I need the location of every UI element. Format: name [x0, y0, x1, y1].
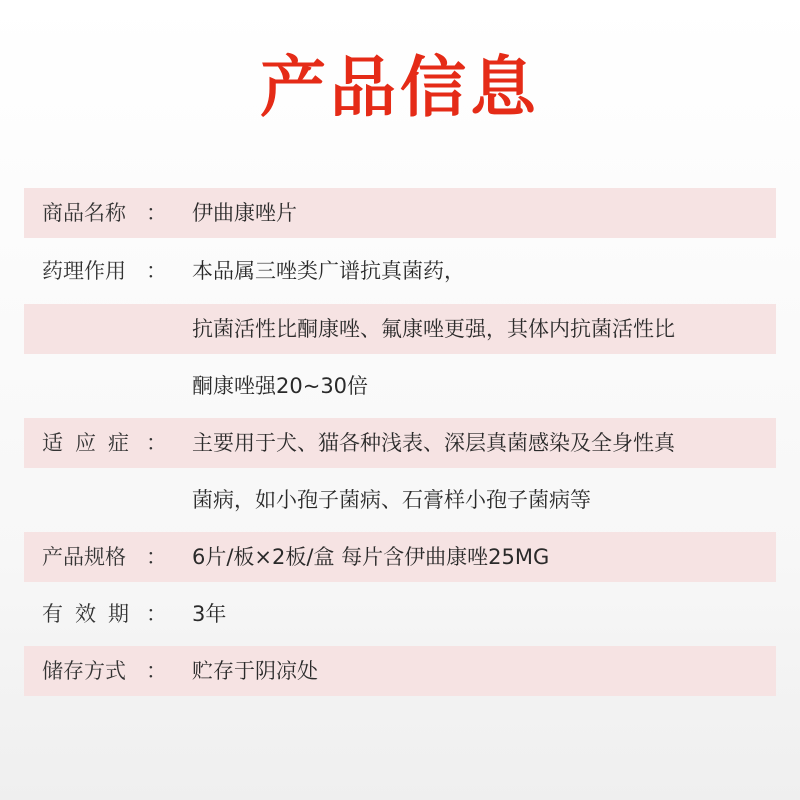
row-value: 本品属三唑类广谱抗真菌药， — [192, 259, 465, 283]
row-value: 伊曲康唑片 — [192, 201, 297, 225]
info-row-pharmacology — [24, 246, 776, 296]
row-value: 菌病，如小孢子菌病、石膏样小孢子菌病等 — [192, 488, 591, 512]
info-row-validity — [24, 589, 776, 639]
row-value: 主要用于犬、猫各种浅表、深层真菌感染及全身性真 — [192, 431, 675, 455]
row-value: 酮康唑强20~30倍 — [192, 374, 369, 398]
row-value: 6片/板×2板/盒 每片含伊曲康唑25MG — [192, 545, 550, 569]
row-colon: ： — [146, 545, 167, 569]
row-colon: ： — [146, 659, 167, 683]
row-value: 抗菌活性比酮康唑、氟康唑更强，其体内抗菌活性比 — [192, 317, 675, 341]
row-colon: ： — [146, 602, 167, 626]
info-row-product-name — [24, 188, 776, 238]
info-row-pharmacology-cont-1 — [24, 304, 776, 354]
row-colon: ： — [146, 201, 167, 225]
row-label: 产品规格 — [42, 545, 126, 569]
row-colon: ： — [146, 259, 167, 283]
row-label: 储存方式 — [42, 659, 126, 683]
info-row-pharmacology-cont-2 — [24, 361, 776, 411]
info-row-storage — [24, 646, 776, 696]
row-label: 有效期 — [42, 602, 141, 626]
row-label: 药理作用 — [42, 259, 126, 283]
row-value: 贮存于阴凉处 — [192, 659, 318, 683]
row-value: 3年 — [192, 602, 227, 626]
row-label: 适应症 — [42, 431, 141, 455]
row-colon: ： — [146, 431, 167, 455]
page-title: 产品信息 — [260, 49, 540, 126]
info-row-indications — [24, 418, 776, 468]
info-row-specification — [24, 532, 776, 582]
row-label: 商品名称 — [42, 201, 126, 225]
info-row-indications-cont — [24, 475, 776, 525]
